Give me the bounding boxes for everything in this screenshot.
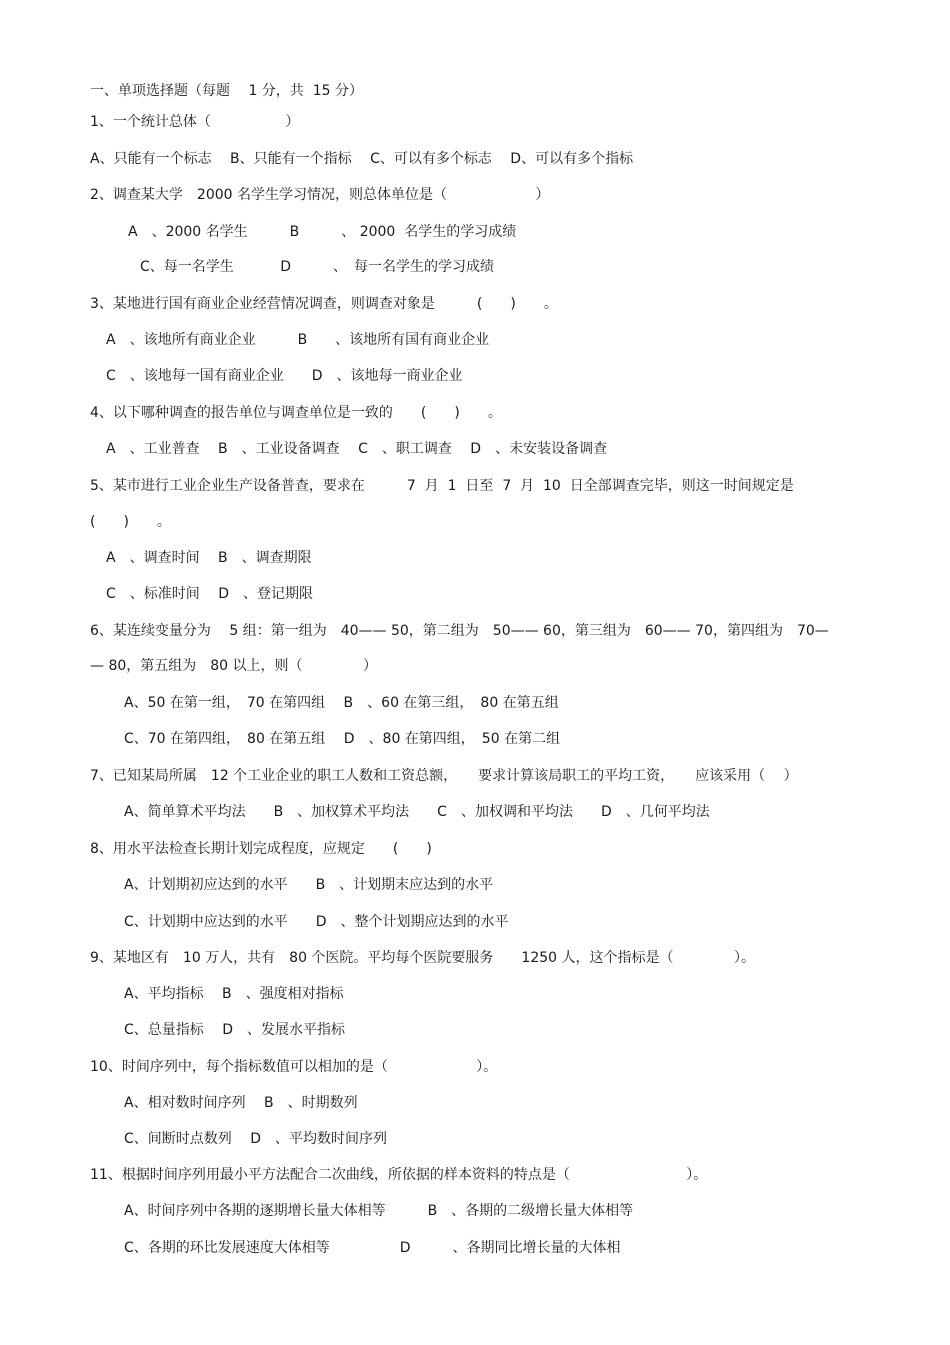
question-9-options-row2: C、总量指标 D 、发展水平指标 — [124, 1022, 346, 1038]
question-9-options-row1: A、平均指标 B 、强度相对指标 — [124, 986, 344, 1002]
question-10-options-row1: A、相对数时间序列 B 、时期数列 — [124, 1095, 358, 1111]
question-8-options-row2: C、计划期中应达到的水平 D 、整个计划期应达到的水平 — [124, 914, 509, 930]
section-title: 一、单项选择题（每题 1 分，共 15 分） — [90, 83, 363, 99]
question-10-stem: 10、时间序列中，每个指标数值可以相加的是（ ）。 — [90, 1059, 498, 1075]
question-11-options-row1: A、时间序列中各期的逐期增长量大体相等 B 、各期的二级增长量大体相等 — [124, 1203, 634, 1219]
question-6-options-row1: A、50 在第一组， 70 在第四组 B 、60 在第三组， 80 在第五组 — [124, 695, 559, 711]
question-11-stem: 11、根据时间序列用最小平方法配合二次曲线，所依据的样本资料的特点是（ ）。 — [90, 1167, 708, 1183]
question-2-options-row2: C、每一名学生 D 、 每一名学生的学习成绩 — [140, 259, 495, 275]
question-5-stem-continued: ( ) 。 — [90, 514, 171, 530]
question-6-stem-continued: — 80，第五组为 80 以上，则（ ） — [90, 658, 377, 674]
question-1-stem: 1、一个统计总体（ ） — [90, 114, 300, 130]
question-5-options-row2: C 、标准时间 D 、登记期限 — [106, 586, 314, 602]
question-4-options: A 、工业普查 B 、工业设备调查 C 、职工调查 D 、未安装设备调查 — [106, 441, 608, 457]
question-1-options: A、只能有一个标志 B、只能有一个指标 C、可以有多个标志 D、可以有多个指标 — [90, 151, 634, 167]
question-4-stem: 4、以下哪种调查的报告单位与调查单位是一致的 ( ) 。 — [90, 405, 502, 421]
question-5-stem: 5、某市进行工业企业生产设备普查，要求在 7 月 1 日至 7 月 10 日全部调查完毕，则这一时间规定是 — [90, 478, 794, 494]
question-8-options-row1: A、计划期初应达到的水平 B 、计划期末应达到的水平 — [124, 877, 494, 893]
question-2-stem: 2、调查某大学 2000 名学生学习情况，则总体单位是（ ） — [90, 187, 550, 203]
question-5-options-row1: A 、调查时间 B 、调查期限 — [106, 550, 312, 566]
question-3-stem: 3、某地进行国有商业企业经营情况调查，则调查对象是 ( ) 。 — [90, 296, 558, 312]
question-3-options-row1: A 、该地所有商业企业 B 、该地所有国有商业企业 — [106, 332, 490, 348]
question-8-stem: 8、用水平法检查长期计划完成程度，应规定 ( ) — [90, 841, 432, 857]
question-3-options-row2: C 、该地每一国有商业企业 D 、该地每一商业企业 — [106, 368, 463, 384]
question-6-options-row2: C、70 在第四组， 80 在第五组 D 、80 在第四组， 50 在第二组 — [124, 731, 561, 747]
question-11-options-row2: C、各期的环比发展速度大体相等 D 、各期同比增长量的大体相 — [124, 1240, 621, 1256]
question-9-stem: 9、某地区有 10 万人，共有 80 个医院。平均每个医院要服务 1250 人，这个指标是（ ）。 — [90, 950, 755, 966]
question-7-options: A、简单算术平均法 B 、加权算术平均法 C 、加权调和平均法 D 、几何平均法 — [124, 804, 710, 820]
question-7-stem: 7、已知某局所属 12 个工业企业的职工人数和工资总额， 要求计算该局职工的平均工资， 应该采用（ ） — [90, 768, 798, 784]
question-2-options-row1: A 、2000 名学生 B 、 2000 名学生的学习成绩 — [128, 224, 517, 240]
question-6-stem: 6、某连续变量分为 5 组：第一组为 40—— 50，第二组为 50—— 60，第三组为 60—— 70，第四组为 70— — [90, 623, 829, 639]
question-10-options-row2: C、间断时点数列 D 、平均数时间序列 — [124, 1131, 388, 1147]
